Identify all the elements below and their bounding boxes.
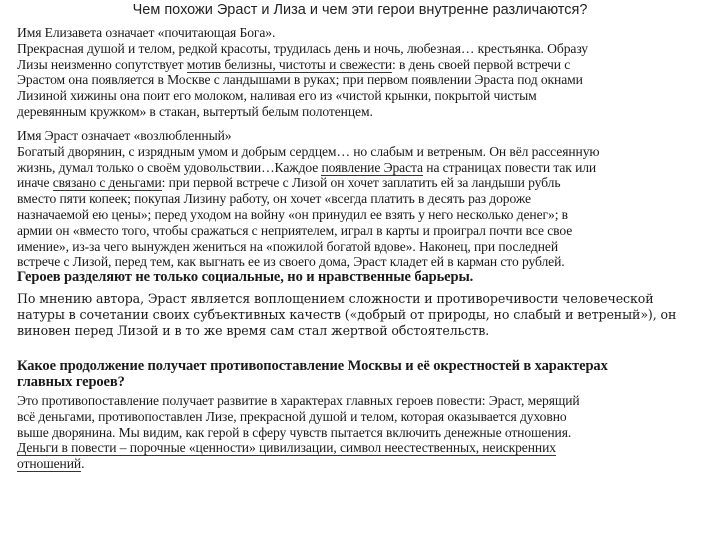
liza-desc-line: Эрастом она появляется в Москве с ландышами в руках; при первом появлении Эраста под окнами: [17, 72, 583, 88]
answer-section: [17, 393, 713, 472]
underlined-phrase: появление Эраста: [321, 159, 423, 175]
liza-name-meaning: Имя Елизавета означает «почитающая Бога».: [17, 25, 276, 40]
erast-desc-line: вместо пяти копеек; покупая Лизину работу, он хочет «всегда платить в десять раз дороже: [17, 191, 531, 207]
erast-desc-line: имение», из-за чего вынужден жениться на «пожилой богатой вдове». Наконец, при последней: [17, 238, 559, 254]
answer-line: отношений.: [17, 456, 85, 472]
answer-line: выше дворянина. Мы видим, как герой в сферу чувств пытается включить денежные отношения.: [17, 424, 572, 440]
answer-line: [17, 440, 713, 456]
page-title: Чем похожи Эраст и Лиза и чем эти герои внутренне различаются?: [132, 2, 588, 18]
erast-desc-line: армии он «вместо того, чтобы сражаться с неприятелем, играл в карты и проиграл почти все свое: [17, 222, 573, 238]
liza-section: [17, 25, 713, 120]
question-line: главных героев?: [17, 373, 125, 390]
erast-desc-line: Богатый дворянин, с изрядным умом и добрым сердцем… но слабым и ветреным. Он вёл рассеянную: [17, 143, 600, 159]
author-opinion-section: [17, 291, 713, 338]
erast-desc-line: назначаемой ею цены»; перед уходом на войну «он принудил ее взять у него несколько денег»; в: [17, 206, 568, 222]
answer-line: Это противопоставление получает развитие в характерах главных героев повести: Эраст, мерящий: [17, 393, 580, 408]
question-line: Какое продолжение получает противопоставление Москвы и её окрестностей в характерах: [17, 358, 608, 374]
underlined-phrase: Деньги в повести – порочные «ценности» цивилизации, символ неестественных, неискренних: [17, 440, 556, 456]
erast-desc-line: жизнь, думал только о своём удовольствии…Каждое появление Эраста на страницах повести так или: [17, 159, 597, 175]
erast-desc-line: иначе связано с деньгами: при первой встрече с Лизой он хочет заплатить ей за ландыши рубль: [17, 175, 561, 191]
author-opinion-line: натуры в сочетании своих субъективных качеств («добрый от природы, но слабый и ветреный»), он: [17, 306, 677, 322]
liza-desc-line: Лизы неизменно сопутствует мотив белизны, чистоты и свежести: в день своей первой встречи с: [17, 56, 571, 72]
liza-desc-line: Прекрасная душой и телом, редкой красоты, трудилась день и ночь, любезная… крестьянка. Образу: [17, 40, 589, 56]
liza-desc-line: деревянным кружком» в стакан, вытертый белым полотенцем.: [17, 103, 373, 119]
liza-desc-line: Лизиной хижины она поит его молоком, наливая его из «чистой крынки, покрытой чистым: [17, 88, 537, 104]
author-opinion-line: По мнению автора, Эраст является воплощением сложности и противоречивости человеческой: [17, 291, 654, 306]
author-opinion-line: виновен перед Лизой и в то же время сам стал жертвой обстоятельств.: [17, 322, 490, 338]
barriers-statement: Героев разделяют не только социальные, но и нравственные барьеры.: [17, 269, 474, 285]
underlined-phrase: отношений: [17, 456, 82, 472]
underlined-phrase: мотив белизны, чистоты и свежести: [186, 56, 393, 72]
answer-line: всё деньгами, противопоставлен Лизе, прекрасной душой и телом, которая оказывается духовно: [17, 408, 567, 424]
underlined-phrase: связано с деньгами: [52, 175, 162, 191]
erast-name-meaning: Имя Эраст означает «возлюбленный»: [17, 128, 232, 143]
erast-section: [17, 128, 713, 270]
erast-desc-line: встрече с Лизой, перед тем, как выгнать ее из своего дома, Эраст кладет ей в карман сто рублей.: [17, 254, 565, 270]
barriers-section: [17, 270, 713, 286]
question-section: [17, 359, 713, 391]
